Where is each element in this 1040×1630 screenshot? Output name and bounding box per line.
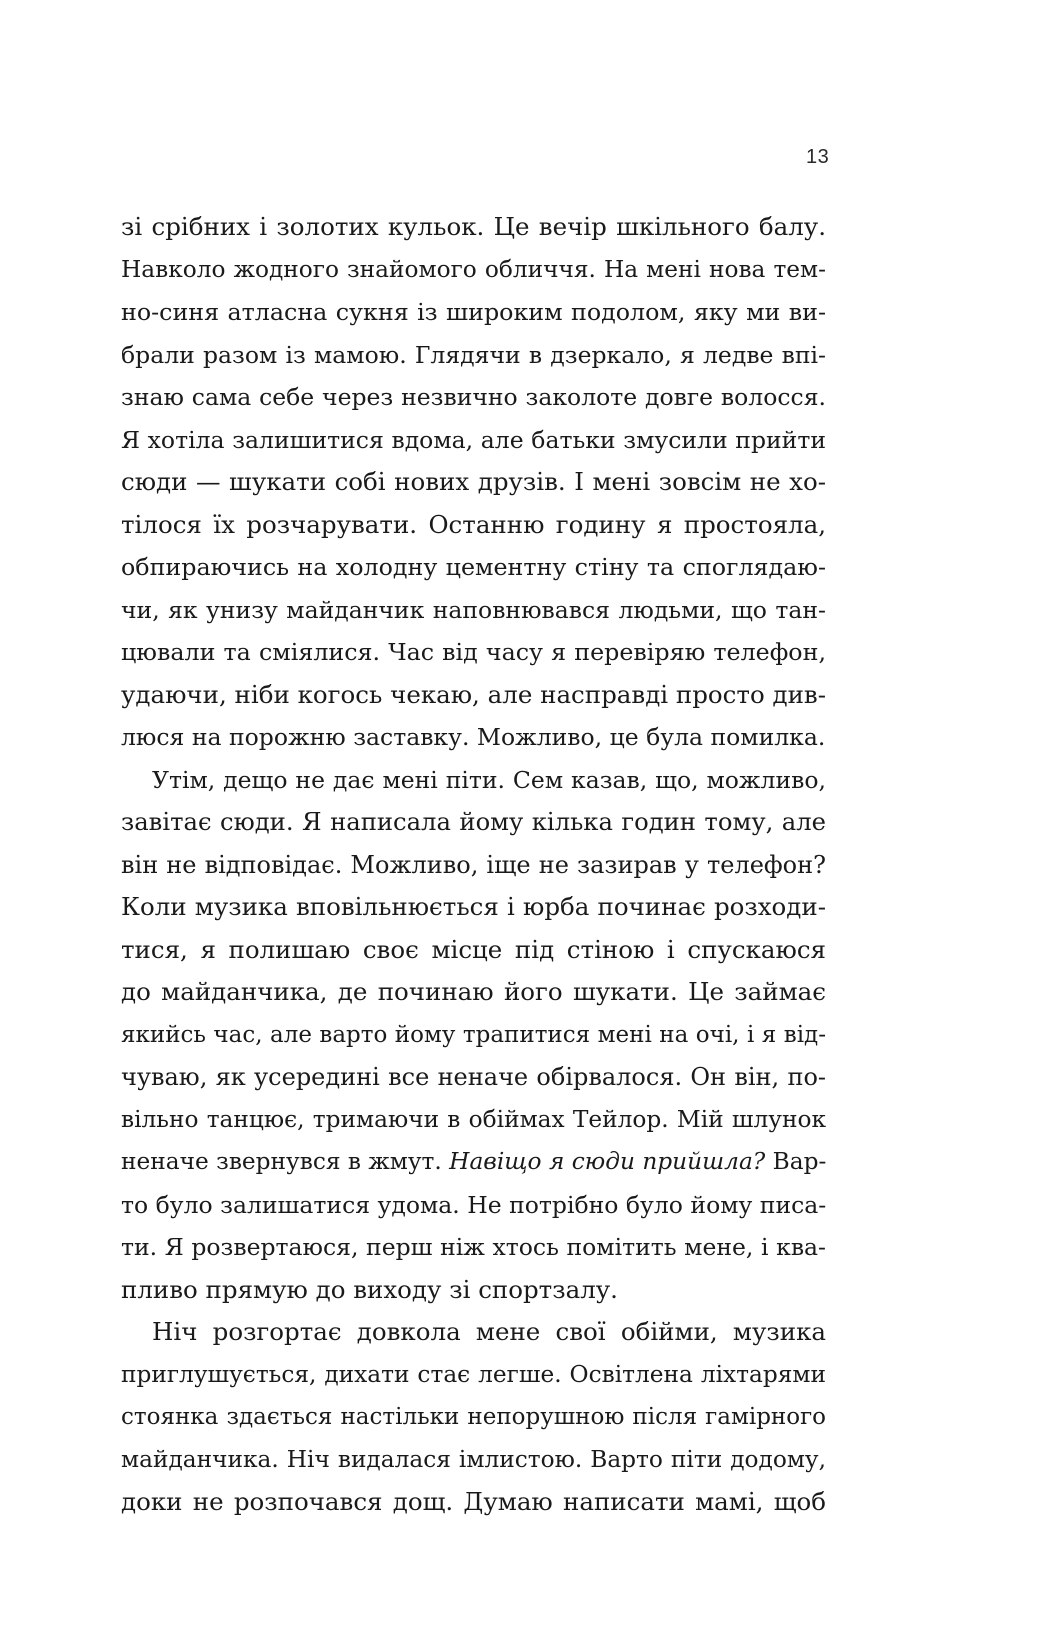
paragraph-start-line: Утім, дещо не дає мені піти. Сем казав, що, можливо, bbox=[152, 765, 826, 794]
text-line: зі срібних і золотих кульок. Це вечір шкільного балу. bbox=[121, 212, 826, 241]
italic-thought: Навіщо я сюди прийшла? bbox=[449, 1148, 766, 1175]
page-number: 13 bbox=[806, 146, 830, 168]
text-line: приглушується, дихати стає легше. Освітлена ліхтарями bbox=[121, 1360, 826, 1388]
text-segment: неначе звернувся в жмут. bbox=[121, 1148, 450, 1175]
text-line: чи, як унизу майданчик наповнювався людьми, що тан- bbox=[121, 595, 826, 624]
text-line: обпираючись на холодну цементну стіну та споглядаю- bbox=[121, 553, 826, 581]
text-line: тися, я полишаю своє місце під стіною і спускаюся bbox=[121, 934, 826, 964]
text-line: брали разом із мамою. Глядячи в дзеркало, я ледве впі- bbox=[121, 340, 826, 369]
text-line: якийсь час, але варто йому трапитися мені на очі, і я від- bbox=[121, 1021, 826, 1048]
text-line: то було залишатися удома. Не потрібно було йому писа- bbox=[121, 1190, 827, 1219]
text-line: доки не розпочався дощ. Думаю написати мамі, щоб bbox=[121, 1487, 826, 1516]
text-line: цювали та сміялися. Час від часу я перевіряю телефон, bbox=[121, 638, 826, 666]
text-line: Коли музика вповільнюється і юрба починає розходи- bbox=[121, 892, 826, 921]
text-line: він не відповідає. Можливо, іще не зазирав у телефон? bbox=[121, 850, 826, 879]
text-line: удаючи, ніби когось чекаю, але насправді просто див- bbox=[121, 679, 826, 709]
text-line: сюди — шукати собі нових друзів. І мені зовсім не хо- bbox=[121, 467, 826, 496]
body-text bbox=[121, 206, 826, 1524]
paragraph-end-line: люся на порожню заставку. Можливо, це була помилка. bbox=[121, 723, 826, 751]
paragraph-end-line: пливо прямую до виходу зі спортзалу. bbox=[121, 1274, 618, 1304]
text-line-with-italic bbox=[121, 1141, 826, 1184]
text-line: Навколо жодного знайомого обличчя. На мені нова тем- bbox=[121, 255, 826, 283]
text-line: завітає сюди. Я написала йому кілька годин тому, але bbox=[121, 807, 826, 836]
text-line: вільно танцює, тримаючи в обіймах Тейлор. Мій шлунок bbox=[121, 1105, 826, 1133]
text-segment: Вар- bbox=[765, 1148, 827, 1175]
paragraph-start-line: Ніч розгортає довкола мене свої обійми, музика bbox=[152, 1317, 826, 1346]
text-line: но-синя атласна сукня із широким подолом, яку ми ви- bbox=[121, 298, 826, 326]
text-line: стоянка здається настільки непорушною після гамірного bbox=[121, 1404, 826, 1430]
text-line: майданчика. Ніч видалася імлистою. Варто піти додому, bbox=[121, 1445, 826, 1473]
text-line: Я хотіла залишитися вдома, але батьки змусили прийти bbox=[121, 425, 826, 454]
text-line: ти. Я розвертаюся, перш ніж хтось помітить мене, і ква- bbox=[121, 1233, 826, 1261]
text-line: чуваю, як усередині все неначе обірвалося. Он він, по- bbox=[121, 1063, 826, 1091]
text-line: знаю сама себе через незвично заколоте довге волосся. bbox=[121, 383, 826, 411]
text-line: тілося їх розчарувати. Останню годину я простояла, bbox=[121, 509, 826, 539]
text-line: до майданчика, де починаю його шукати. Це займає bbox=[121, 977, 826, 1006]
